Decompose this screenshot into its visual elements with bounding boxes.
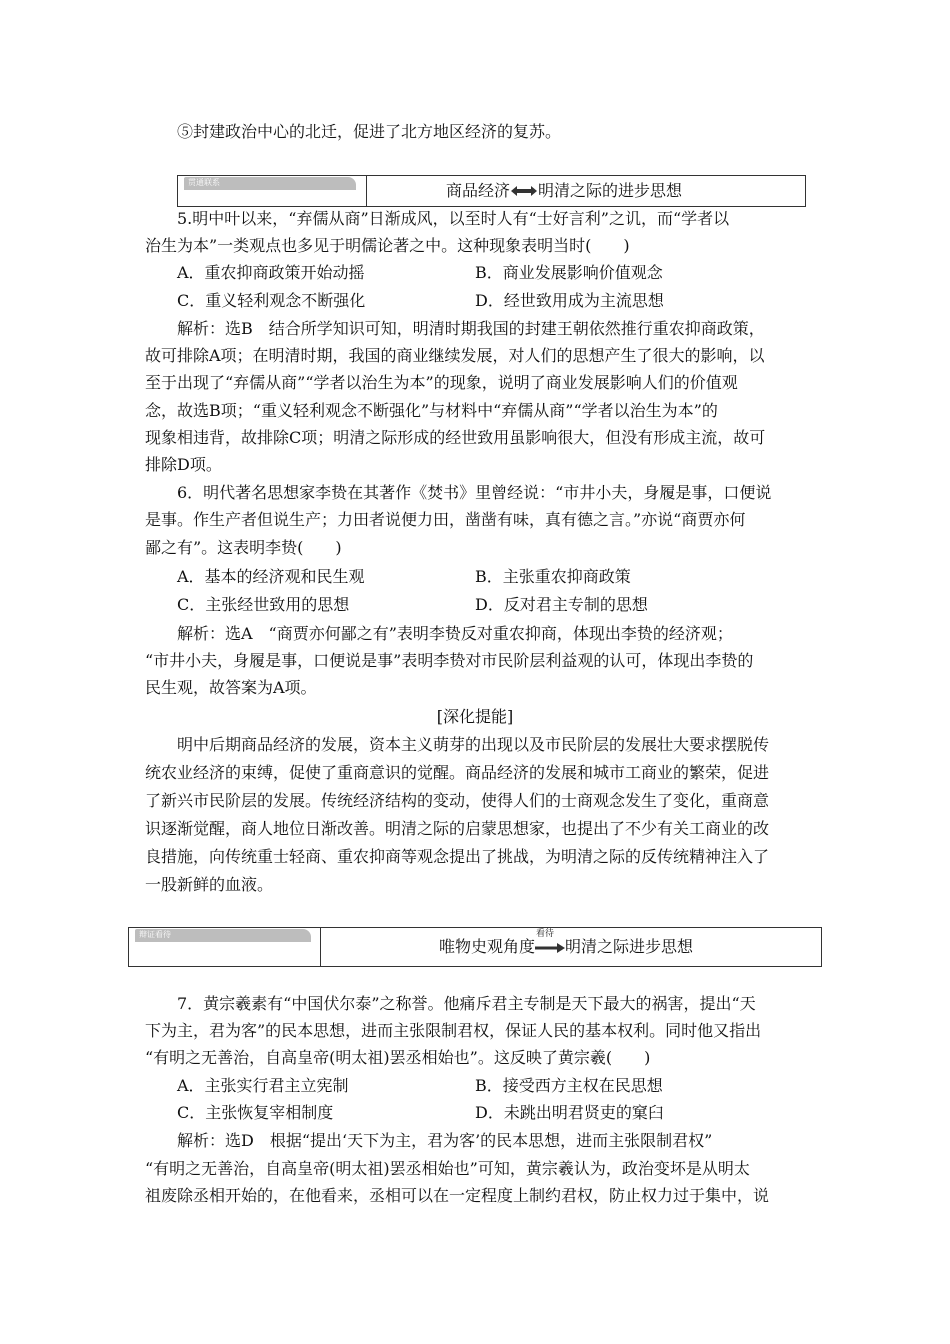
q6-analysis-1: 解析：选A “商贾亦何鄙之有”表明李贽反对重农抑商，体现出李贽的经济观； (177, 624, 733, 643)
q7-option-c: C．主张恢复宰相制度 (177, 1103, 334, 1122)
q7-analysis-2: “有明之无善治，自高皇帝(明太祖)罢丞相始也”可知，黄宗羲认为，政治变坏是从明太 (145, 1159, 750, 1178)
section-banner-dialectic (128, 927, 822, 967)
q5-analysis-2: 故可排除A项；在明清时期，我国的商业继续发展，对人们的思想产生了很大的影响，以 (145, 346, 765, 365)
right-arrow-icon (535, 928, 565, 959)
q5-option-d: D．经世致用成为主流思想 (475, 291, 664, 310)
deepen-line-2: 统农业经济的束缚，促使了重商意识的觉醒。商品经济的发展和城市工商业的繁荣，促进 (145, 763, 770, 782)
deepen-heading: [深化提能] (436, 707, 514, 726)
q7-option-a: A．主张实行君主立宪制 (177, 1076, 349, 1095)
section-banner-connection (177, 175, 806, 207)
q7-line-2: 下为主，君为客”的民本思想，进而主张限制君权，保证人民的基本权利。同时他又指出 (145, 1021, 762, 1040)
banner-right-text: 明清之际的进步思想 (538, 181, 683, 200)
banner-divider (320, 928, 321, 966)
deepen-line-4: 识逐渐觉醒，商人地位日渐改善。明清之际的启蒙思想家，也提出了不少有关工商业的改 (145, 819, 770, 838)
q5-analysis-5: 现象相违背，故排除C项；明清之际形成的经世致用虽影响很大，但没有形成主流，故可 (145, 428, 766, 447)
q5-analysis-6: 排除D项。 (145, 455, 222, 474)
deepen-line-6: 一股新鲜的血液。 (145, 875, 274, 894)
arrow-label: 看待 (536, 928, 555, 939)
banner-divider (366, 176, 367, 206)
q6-line-3: 鄙之有”。这表明李贽( ) (145, 538, 342, 557)
banner-tag: 辩证看待 (135, 929, 311, 940)
q7-analysis-3: 祖废除丞相开始的，在他看来，丞相可以在一定程度上制约君权，防止权力过于集中，说 (145, 1186, 770, 1205)
q7-analysis-1: 解析：选D 根据“提出‘天下为主，君为客’的民本思想，进而主张限制君权” (177, 1131, 713, 1150)
banner-left-text: 商品经济 (446, 181, 511, 200)
intro-line: ⑤封建政治中心的北迁，促进了北方地区经济的复苏。 (177, 122, 562, 141)
double-arrow-icon (510, 177, 538, 207)
q5-analysis-4: 念，故选B项；“重义轻利观念不断强化”与材料中“弃儒从商”“学者以治生为本”的 (145, 401, 718, 420)
q5-option-a: A．重农抑商政策开始动摇 (177, 263, 365, 282)
banner-tag-underline (184, 188, 356, 190)
banner-left-text: 唯物史观角度 (439, 937, 536, 956)
q6-option-c: C．主张经世致用的思想 (177, 595, 350, 614)
q6-line-2: 是事。作生产者但说生产；力田者说便力田，凿凿有味，真有德之言。”亦说“商贾亦何 (145, 510, 746, 529)
deepen-line-3: 了新兴市民阶层的发展。传统经济结构的变动，使得人们的士商观念发生了变化，重商意 (145, 791, 770, 810)
q5-option-b: B．商业发展影响价值观念 (475, 263, 663, 282)
q6-analysis-3: 民生观，故答案为A项。 (145, 678, 317, 697)
q7-option-b: B．接受西方主权在民思想 (475, 1076, 663, 1095)
q5-line-2: 治生为本”一类观点也多见于明儒论著之中。这种现象表明当时( ) (145, 236, 630, 255)
banner-tag-underline (135, 940, 311, 942)
q6-option-a: A．基本的经济观和民生观 (177, 567, 365, 586)
banner-title (446, 176, 682, 206)
banner-right-text: 明清之际进步思想 (565, 937, 694, 956)
deepen-line-5: 良措施，向传统重士轻商、重农抑商等观念提出了挑战，为明清之际的反传统精神注入了 (145, 847, 770, 866)
deepen-line-1: 明中后期商品经济的发展，资本主义萌芽的出现以及市民阶层的发展壮大要求摆脱传 (177, 735, 770, 754)
q6-analysis-2: “市井小夫，身履是事，口便说是事”表明李贽对市民阶层利益观的认可，体现出李贽的 (145, 651, 754, 670)
q5-line-1: 5.明中叶以来，“弃儒从商”日渐成风，以至时人有“士好言利”之讥，而“学者以 (177, 209, 730, 228)
banner-title (439, 928, 694, 962)
q5-option-c: C．重义轻利观念不断强化 (177, 291, 366, 310)
q7-line-1: 7．黄宗羲素有“中国伏尔泰”之称誉。他痛斥君主专制是天下最大的祸害，提出“天 (177, 994, 756, 1013)
q5-analysis-1: 解析：选B 结合所学知识可知，明清时期我国的封建王朝依然推行重农抑商政策， (177, 319, 765, 338)
q6-option-d: D．反对君主专制的思想 (475, 595, 648, 614)
q7-line-3: “有明之无善治，自高皇帝(明太祖)罢丞相始也”。这反映了黄宗羲( ) (145, 1048, 651, 1067)
q6-line-1: 6．明代著名思想家李贽在其著作《焚书》里曾经说：“市井小夫，身履是事，口便说 (177, 483, 772, 502)
q7-option-d: D．未跳出明君贤吏的窠臼 (475, 1103, 664, 1122)
q6-option-b: B．主张重农抑商政策 (475, 567, 631, 586)
q5-analysis-3: 至于出现了“弃儒从商”“学者以治生为本”的现象，说明了商业发展影响人们的价值观 (145, 373, 738, 392)
banner-tag: 贯通联系 (184, 177, 356, 188)
